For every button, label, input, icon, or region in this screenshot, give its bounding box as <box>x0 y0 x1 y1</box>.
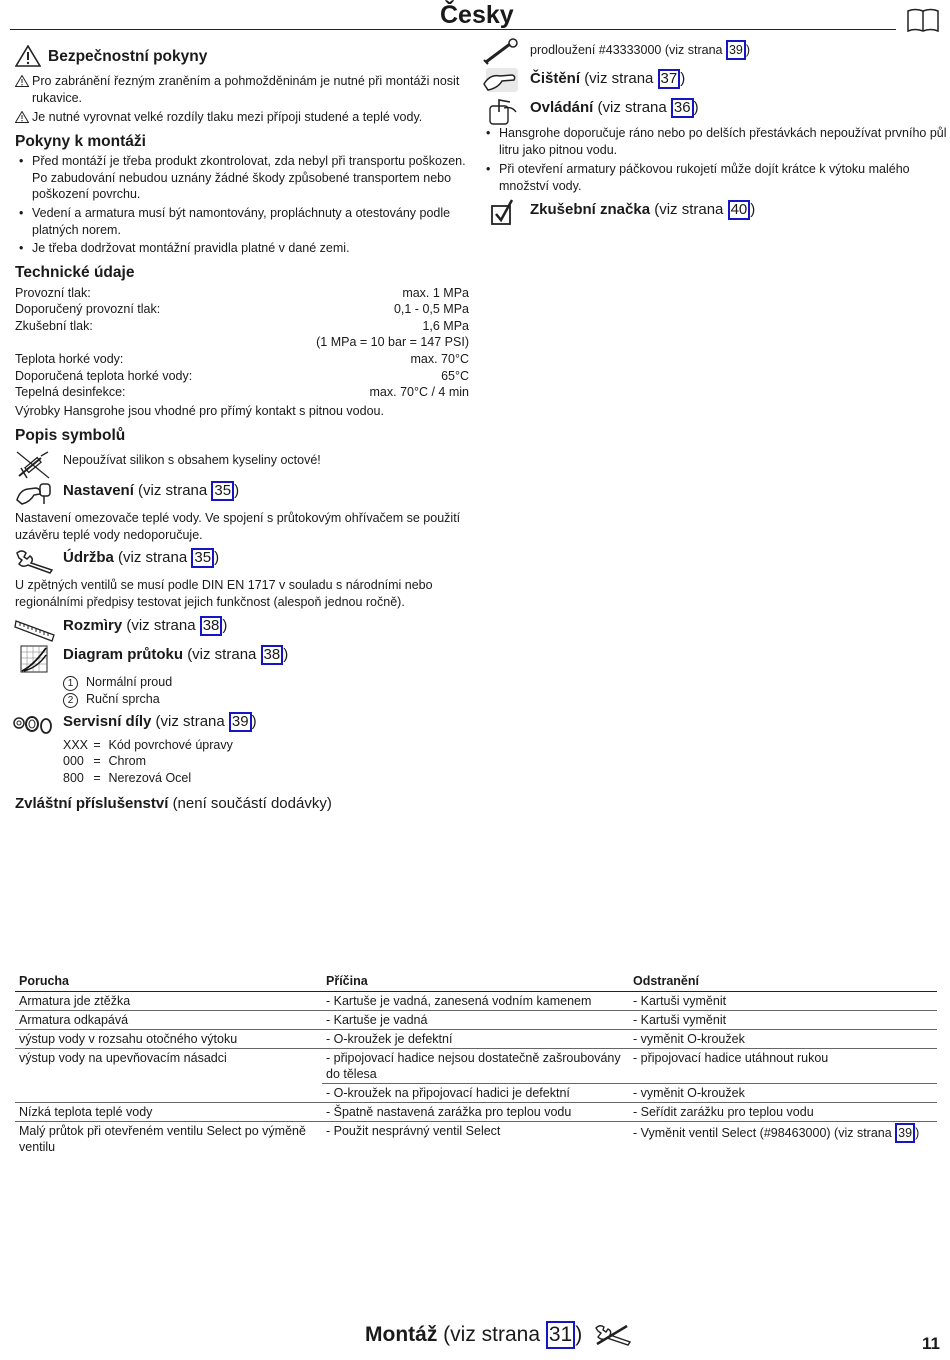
accessories-title: Zvláštní příslušenství <box>15 795 169 812</box>
operation-item: • Při otevření armatury páčkovou rukojetí může dojít krátce k výtoku malého množství vody. <box>482 161 949 194</box>
flow-heading <box>63 645 288 665</box>
finish-code-value: 800 <box>63 771 84 785</box>
table-header-row <box>15 972 937 992</box>
cause-cell: - O-kroužek na připojovací hadici je defektní <box>322 1084 629 1103</box>
tech-row <box>15 318 469 335</box>
operation-handle-icon <box>486 98 522 126</box>
table-row <box>15 1084 937 1103</box>
table-row <box>15 1030 937 1049</box>
fix-cell: - vyměnit O-kroužek <box>629 1084 937 1103</box>
finish-code <box>63 770 191 787</box>
tools-icon <box>593 1322 633 1348</box>
tech-label: Doporučená teplota horké vody: <box>15 369 193 383</box>
flow-title: Diagram průtoku <box>63 646 184 663</box>
tech-value: (1 MPa = 10 bar = 147 PSI) <box>316 335 469 349</box>
flow-item-number: 2 <box>63 693 78 708</box>
footer-ref: (viz strana <box>443 1323 546 1346</box>
test-page-link[interactable]: 40 <box>728 200 751 220</box>
dimensions-ref: (viz strana <box>126 617 200 634</box>
column-header: Porucha <box>15 972 322 992</box>
fault-cell: Malý průtok při otevřeném ventilu Select po výměně ventilu <box>19 1124 306 1154</box>
cleaning-ref: (viz strana <box>584 70 658 87</box>
header-rule <box>10 29 896 30</box>
flow-item-number: 1 <box>63 676 78 691</box>
spare-heading <box>63 712 257 732</box>
fix-close: ) <box>915 1126 920 1140</box>
cause-cell: - Použit nesprávný ventil Select <box>326 1124 501 1138</box>
spare-ref: (viz strana <box>155 713 229 730</box>
fix-cell: - Kartuši vyměnit <box>629 1011 937 1030</box>
accessories-sub: (není součástí dodávky) <box>172 795 332 812</box>
mounting-title: Pokyny k montáži <box>15 133 146 150</box>
cleaning-heading <box>530 69 685 89</box>
fault-cell: Armatura odkapává <box>15 1011 322 1030</box>
dimensions-title: Rozmìry <box>63 617 123 634</box>
footer-close: ) <box>575 1323 583 1346</box>
tech-note: Výrobky Hansgrohe jsou vhodné pro přímý kontakt s pitnou vodou. <box>15 404 384 418</box>
column-header: Odstranění <box>629 972 937 992</box>
tech-value: 65°C <box>441 369 469 383</box>
table-row <box>15 1011 937 1030</box>
cleaning-title: Čištění <box>530 70 581 87</box>
test-title: Zkušební značka <box>530 201 651 218</box>
table-row <box>15 1049 937 1084</box>
fault-cell: výstup vody v rozsahu otočného výtoku <box>15 1030 322 1049</box>
symbols-title: Popis symbolů <box>15 427 126 444</box>
silicone-warning: Nepoužívat silikon s obsahem kyseliny octové! <box>63 453 321 467</box>
operation-page-link[interactable]: 36 <box>671 98 694 118</box>
fault-cell: Armatura jde ztěžka <box>15 992 322 1011</box>
troubleshooting-table <box>15 972 937 1156</box>
tech-row <box>15 301 469 318</box>
tech-value: 0,1 - 0,5 MPa <box>393 302 469 316</box>
finish-code-value: XXX <box>63 738 89 752</box>
fault-cell: výstup vody na upevňovacím násadci <box>19 1051 227 1065</box>
extension-text: prodloužení #43333000 (viz strana <box>530 43 726 57</box>
dimensions-heading <box>63 616 227 636</box>
mounting-item: • Je třeba dodržovat montážní pravidla platné v dané zemi. <box>15 240 482 257</box>
finish-code <box>63 753 146 770</box>
wrench-icon <box>14 548 56 574</box>
select-valve-page-link[interactable]: 39 <box>895 1123 915 1143</box>
test-ref: (viz strana <box>654 201 728 218</box>
footer-title: Montáž <box>365 1323 438 1346</box>
operation-heading <box>530 98 699 118</box>
setting-heading <box>63 481 239 501</box>
setting-ref: (viz strana <box>138 482 212 499</box>
safety-item-text: Pro zabránění řezným zraněním a pohmožděninám je nutné při montáži nosit rukavice. <box>32 74 460 105</box>
table-row <box>15 992 937 1011</box>
flow-item-text: Ruční sprcha <box>86 692 160 706</box>
tech-row <box>15 351 469 368</box>
cleaning-page-link[interactable]: 37 <box>658 69 681 89</box>
test-heading <box>530 200 755 220</box>
flow-item <box>63 691 160 708</box>
setting-title: Nastavení <box>63 482 134 499</box>
ruler-dimensions-icon <box>14 617 56 643</box>
tech-value: max. 70°C / 4 min <box>369 385 469 399</box>
flow-item <box>63 674 172 691</box>
dimensions-ref-close: ) <box>222 617 228 634</box>
operation-ref: (viz strana <box>597 99 671 116</box>
finish-code <box>63 737 233 754</box>
cause-cell: - Kartuše je vadná, zanesená vodním kamenem <box>322 992 629 1011</box>
operation-title: Ovládání <box>530 99 594 116</box>
warning-small-icon <box>15 111 29 123</box>
spare-ref-close: ) <box>251 713 257 730</box>
page-number: 11 <box>922 1334 940 1353</box>
setting-text: Nastavení omezovače teplé vody. Ve spojení s průtokovým ohřívačem se použití uzávěru teplé vody nedoporučuje. <box>15 511 461 542</box>
safety-item <box>15 73 482 106</box>
tech-label: Teplota horké vody: <box>15 352 124 366</box>
extension-page-link[interactable]: 39 <box>726 40 746 60</box>
fix-text: - Vyměnit ventil Select (#98463000) (viz strana <box>633 1126 896 1140</box>
tech-label: Zkušební tlak: <box>15 319 93 333</box>
cleaning-close: ) <box>680 70 686 87</box>
setting-page-link[interactable]: 35 <box>211 481 234 501</box>
cause-cell <box>322 1049 629 1084</box>
tech-value: max. 70°C <box>410 352 469 366</box>
fix-cell <box>629 1122 937 1157</box>
tech-row <box>15 368 469 385</box>
table-row <box>15 1122 937 1157</box>
fix-cell: - Kartuši vyměnit <box>629 992 937 1011</box>
maintenance-ref: (viz strana <box>118 549 192 566</box>
finish-code-text: Nerezová Ocel <box>108 771 192 785</box>
fix-cell: - vyměnit O-kroužek <box>629 1030 937 1049</box>
safety-item <box>15 109 482 126</box>
finish-code-text: Chrom <box>108 754 146 768</box>
extension-spanner-icon <box>482 38 520 66</box>
tech-label: Tepelná desinfekce: <box>15 385 126 399</box>
spare-title: Servisní díly <box>63 713 152 730</box>
flow-ref: (viz strana <box>187 646 261 663</box>
cause-text: - připojovací hadice nejsou dostatečně zašroubovány do tělesa <box>326 1051 621 1081</box>
test-close: ) <box>750 201 756 218</box>
cleaning-hand-icon <box>480 66 522 94</box>
adjustment-hand-icon <box>14 480 54 508</box>
spare-parts-icon <box>12 712 54 738</box>
tech-title: Technické údaje <box>15 264 135 281</box>
manual-book-icon <box>906 7 940 33</box>
mounting-item: • Před montáží je třeba produkt zkontrolovat, zda nebyl při transportu poškozen. Po zabudování nebudou uznány žádné škody způsobené transportem nebo poškození povrchu. <box>15 153 482 203</box>
cause-cell: - Kartuše je vadná <box>322 1011 629 1030</box>
flow-ref-close: ) <box>283 646 289 663</box>
safety-title: Bezpečnostní pokyny <box>48 48 208 65</box>
tech-value: max. 1 MPa <box>402 286 469 300</box>
fix-cell: - Seřídit zarážku pro teplou vodu <box>629 1103 937 1122</box>
maintenance-title: Údržba <box>63 549 114 566</box>
accessories-heading <box>15 794 332 814</box>
tech-row <box>15 334 469 351</box>
warning-icon <box>15 45 41 67</box>
tech-value: 1,6 MPa <box>422 319 469 333</box>
finish-code-eq: = <box>93 738 101 752</box>
flow-page-link[interactable]: 38 <box>261 645 284 665</box>
setting-ref-close: ) <box>234 482 240 499</box>
fault-cell: Nízká teplota teplé vody <box>15 1103 322 1122</box>
footer-heading <box>365 1320 582 1350</box>
maintenance-page-link[interactable]: 35 <box>191 548 214 568</box>
tech-row <box>15 384 469 401</box>
finish-code-eq: = <box>93 771 101 785</box>
flow-diagram-icon <box>20 645 48 673</box>
table-row <box>15 1103 937 1122</box>
column-header: Příčina <box>322 972 629 992</box>
maintenance-text: U zpětných ventilů se musí podle DIN EN 1717 v souladu s národními nebo regionálními předpisy testovat jejich funkčnost (alespoň jednou ročně). <box>15 578 433 609</box>
tech-label: Doporučený provozní tlak: <box>15 302 161 316</box>
maintenance-ref-close: ) <box>214 549 220 566</box>
extension-close: ) <box>745 43 751 57</box>
test-checkbox-icon <box>490 198 516 226</box>
tech-row <box>15 285 469 302</box>
dimensions-page-link[interactable]: 38 <box>200 616 223 636</box>
operation-item: • Hansgrohe doporučuje ráno nebo po delších přestávkách nepoužívat prvního půl litru jako pitnou vodu. <box>482 125 949 158</box>
fault-cell <box>15 1084 322 1103</box>
finish-code-text: Kód povrchové úpravy <box>108 738 233 752</box>
safety-item-text: Je nutné vyrovnat velké rozdíly tlaku mezi přípoji studené a teplé vody. <box>32 110 423 124</box>
tech-label: Provozní tlak: <box>15 286 91 300</box>
fix-cell: - připojovací hadice utáhnout rukou <box>629 1049 937 1084</box>
spare-page-link[interactable]: 39 <box>229 712 252 732</box>
cause-cell: - Špatně nastavená zarážka pro teplou vodu <box>322 1103 629 1122</box>
warning-small-icon <box>15 75 29 87</box>
finish-code-eq: = <box>93 754 101 768</box>
silicone-gun-icon <box>15 450 51 480</box>
language-title: Česky <box>440 1 514 29</box>
finish-code-value: 000 <box>63 754 84 768</box>
footer-page-link[interactable]: 31 <box>546 1321 575 1349</box>
cause-cell: - O-kroužek je defektní <box>322 1030 629 1049</box>
mounting-item: • Vedení a armatura musí být namontovány, propláchnuty a otestovány podle platných norem. <box>15 205 482 238</box>
flow-item-text: Normální proud <box>86 675 173 689</box>
maintenance-heading <box>63 548 219 568</box>
extension-note <box>530 40 750 60</box>
operation-close: ) <box>693 99 699 116</box>
